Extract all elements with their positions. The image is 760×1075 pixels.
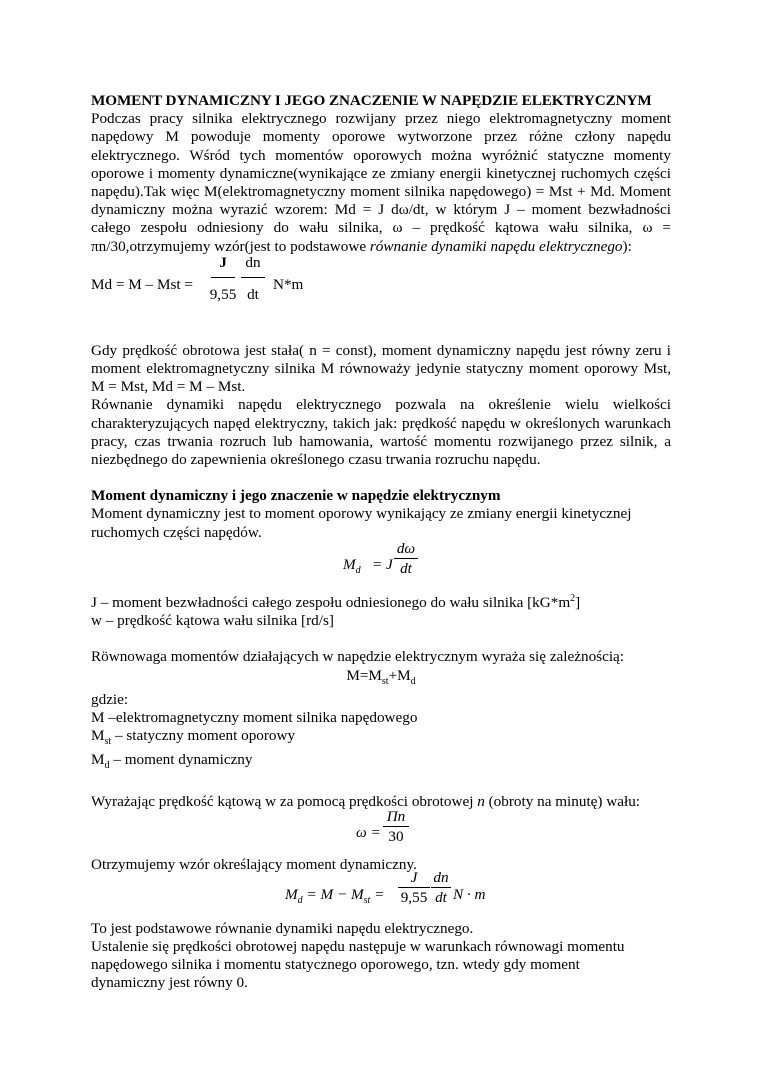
paragraph-dynamics-equation: Równanie dynamiki napędu elektrycznego pozwala na określenie wielu wielkości charakteryzujących napęd elektryczny, takich jak: prędkość napędu w określonych warunkach pracy, czas trwania rozruch lub hamowania, wartość momentu rozwijanego przez silnik, a niezbędnego do zapewnienia określonego czasu trwania rozruchu napędu. <box>91 396 671 469</box>
symbol-list <box>91 691 671 776</box>
formula-md-basic-j-fraction <box>205 254 241 303</box>
f2-dn-numerator: dn <box>433 868 449 886</box>
fraction-bar <box>431 887 451 888</box>
eq-md-lhs: M <box>343 555 356 573</box>
fraction-bar <box>383 826 409 827</box>
eq-md-mid: = J <box>372 555 393 573</box>
balance-text: Rӧwnowaga momentów działających w napędzie elektrycznym wyraża się zależnością: <box>91 648 625 666</box>
f2-dt-denominator: dt <box>435 888 447 906</box>
eq-md-denominator: dt <box>400 559 412 577</box>
f2-j-fraction <box>398 869 430 906</box>
omega-text-b: (obroty na minutę) wału: <box>484 793 641 811</box>
f2-mid: = M − M <box>306 885 364 903</box>
formula-md-basic-lhs: Md = M – Mst = <box>91 275 193 293</box>
paragraph-intro <box>91 110 671 256</box>
paragraph-intro-italic: równanie dynamiki napędu elektrycznego <box>369 237 623 255</box>
formula-md-basic-dn-fraction <box>239 254 267 303</box>
f2-lhs-sub: d <box>297 894 303 906</box>
f2-unit: N · m <box>453 885 486 903</box>
definition-j-text: J – moment bezwładności całego zespołu odniesionego do wału silnika [kG*m <box>91 593 571 611</box>
fraction-bar <box>394 558 418 559</box>
fraction-bar <box>398 887 430 888</box>
document-page <box>91 92 671 993</box>
closing-line-2: Ustalenie się prędkości obrotowej napędu następuje w warunkach równowagi momentu napędowego silnika i momentu statycznego oporowego, tzn. wtedy gdy moment dynamiczny jest równy 0. <box>91 938 625 992</box>
omega-fraction <box>383 808 409 845</box>
paragraph-constant-speed-text: Gdy prędkość obrotowa jest stała( n = const), moment dynamiczny napędu jest równy zeru i moment elektromagnetyczny silnika M równoważy jedynie statyczny moment oporowy Mst, M = Mst, Md = M – Mst. <box>91 341 671 396</box>
otrzymujemy-text: Otrzymujemy wzór określający moment dynamiczny. <box>91 855 417 873</box>
list-item-mst-text: – statyczny moment oporowy <box>111 726 296 744</box>
omega-denominator: 30 <box>388 827 404 845</box>
definition-w: w – prędkość kątowa wału silnika [rd/s] <box>91 612 334 630</box>
omega-equation <box>91 807 671 856</box>
balance-d: d <box>410 675 416 687</box>
f2-lhs: M <box>285 885 298 903</box>
formula-j-numerator: J <box>219 253 227 271</box>
f2-j-numerator: J <box>410 868 418 886</box>
formula-md-basic <box>91 254 671 320</box>
list-item-md <box>91 751 671 775</box>
section-heading: Moment dynamiczny i jego znaczenie w napędzie elektrycznym <box>91 487 501 505</box>
list-gdzie: gdzie: <box>91 690 129 708</box>
omega-text <box>91 793 671 811</box>
balance-plus: +M <box>388 666 411 684</box>
list-item-m: M –elektromagnetyczny moment silnika napędowego <box>91 708 418 726</box>
list-item-md-m: M <box>91 751 105 769</box>
formula-dn-numerator: dn <box>245 253 261 271</box>
definition-j-sup: 2 <box>570 592 576 604</box>
eq-md-sub: d <box>355 564 361 576</box>
closing-line-1: To jest podstawowe równanie dynamiki napędu elektrycznego. <box>91 919 474 937</box>
omega-text-n: n <box>477 793 485 811</box>
fraction-bar <box>241 277 265 278</box>
paragraph-intro-text: Podczas pracy silnika elektrycznego rozwijany przez niego elektromagnetyczny moment napędowy M powoduje momenty oporowe wytworzone przez różne człony napędu elektrycznego. Wśród tych momentów oporowych można wyróżnić statyczne momenty oporowe i momenty dynamiczne(wynikające ze zmiany energii kinetycznej ruchomych części napędu).Tak więc M(elektromagnetyczny moment silnika napędowego) = Mst + Md. Moment dynamiczny można wyrazić wzorem: Md = J dω/dt, w którym J – moment bezwładności całego zespołu odniesiony do wału silnika, ω – prędkość kątowa wału silnika, ω = πn/30,otrzymujemy wzór(jest to podstawowe <box>91 110 671 255</box>
definition-j-end: ] <box>575 593 581 611</box>
list-item-md-sub: d <box>104 760 110 772</box>
f2-mid-sub: st <box>363 894 371 906</box>
list-item-md-text: – moment dynamiczny <box>109 751 253 769</box>
list-item-mst-m: M <box>91 726 105 744</box>
list-item-mst <box>91 727 671 751</box>
definition-j <box>91 590 671 612</box>
definitions <box>91 590 671 630</box>
omega-lhs: ω = <box>356 823 381 841</box>
equation-md-j-domega <box>91 539 671 588</box>
f2-dn-fraction <box>431 869 451 906</box>
paragraph-constant-speed <box>91 342 671 469</box>
formula-j-denominator: 9,55 <box>209 285 237 303</box>
f2-j-denominator: 9,55 <box>400 888 428 906</box>
paragraph-intro-end: ): <box>622 237 632 255</box>
closing-text <box>91 920 646 993</box>
f2-eq: = <box>374 885 385 903</box>
list-item-mst-sub: st <box>104 736 112 747</box>
eq-md-numerator: dω <box>396 539 416 557</box>
eq-md-fraction <box>394 540 418 577</box>
section-intro: Moment dynamiczny jest to moment oporowy wynikający ze zmiany energii kinetycznej ruchomych części napędów. <box>91 505 632 541</box>
omega-numerator: Πn <box>386 807 406 825</box>
balance-equation <box>91 667 671 691</box>
dynamic-moment-equation <box>91 868 671 920</box>
balance-m: M=M <box>346 666 382 684</box>
formula-md-basic-unit: N*m <box>273 275 304 293</box>
omega-text-a: Wyrażając prędkość kątową w za pomocą prędkości obrotowej <box>91 793 478 811</box>
document-title: MOMENT DYNAMICZNY I JEGO ZNACZENIE W NAPĘDZIE ELEKTRYCZNYM <box>91 92 652 109</box>
balance-st: st <box>381 675 389 687</box>
formula-dt-denominator: dt <box>247 285 259 303</box>
fraction-bar <box>211 277 235 278</box>
